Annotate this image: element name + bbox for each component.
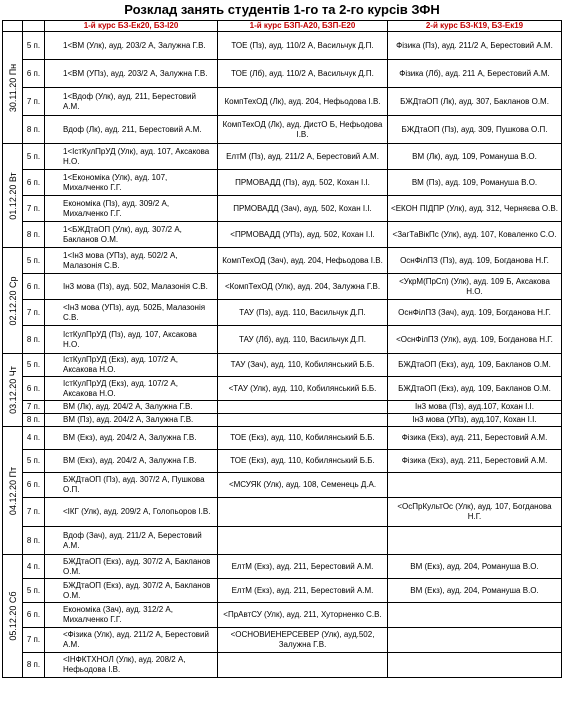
table-row — [3, 222, 562, 248]
period-cell: 7 п. — [23, 300, 45, 326]
period-cell: 8 п. — [23, 414, 45, 427]
lesson-cell: Фізика (Лб), ауд. 211 А, Берестовий А.М. — [388, 60, 562, 88]
period-cell: 6 п. — [23, 60, 45, 88]
lesson-cell — [388, 628, 562, 653]
corner-cell — [3, 21, 23, 32]
period-cell: 5 п. — [23, 248, 45, 274]
lesson-cell: ВМ (Екз), ауд. 204/2 А, Залужна Г.В. — [45, 427, 218, 450]
table-row — [3, 144, 562, 170]
table-row — [3, 450, 562, 473]
column-header: 1-й курс БЗП-А20, БЗП-Е20 — [218, 21, 388, 32]
lesson-cell: <ОсПрКультОс (Улк), ауд. 107, Богданова Н.Г. — [388, 498, 562, 527]
lesson-cell: ПРМОВАДД (Зач), ауд. 502, Кохан І.І. — [218, 196, 388, 222]
lesson-cell: 1<Вдоф (Улк), ауд. 211, Берестовий А.М. — [45, 88, 218, 116]
table-row — [3, 527, 562, 555]
table-row — [3, 274, 562, 300]
lesson-cell: Вдоф (Лк), ауд. 211, Берестовий А.М. — [45, 116, 218, 144]
lesson-cell: ПРМОВАДД (Пз), ауд. 502, Кохан І.І. — [218, 170, 388, 196]
lesson-cell: ОснФілПЗ (Пз), ауд. 109, Богданова Н.Г. — [388, 248, 562, 274]
schedule-table — [2, 20, 562, 678]
lesson-cell: Вдоф (Зач), ауд. 211/2 А, Берестовий А.М. — [45, 527, 218, 555]
lesson-cell: 1<Економіка (Улк), ауд. 107, Михалченко Г.Г. — [45, 170, 218, 196]
lesson-cell: ТОЕ (Пз), ауд. 110/2 А, Васильчук Д.П. — [218, 32, 388, 60]
lesson-cell: <Фізика (Улк), ауд. 211/2 А, Берестовий А.М. — [45, 628, 218, 653]
column-header: 2-й курс БЗ-К19, БЗ-Ек19 — [388, 21, 562, 32]
lesson-cell: <ТАУ (Улк), ауд. 110, Кобилянський Б.Б. — [218, 377, 388, 401]
table-row — [3, 628, 562, 653]
lesson-cell: <ЗагТаВікПс (Улк), ауд. 107, Коваленко С.О. — [388, 222, 562, 248]
lesson-cell: 1<ІстКулПрУД (Улк), ауд. 107, Аксакова Н.О. — [45, 144, 218, 170]
table-row — [3, 248, 562, 274]
lesson-cell: 1<ВМ (УПз), ауд. 203/2 А, Залужна Г.В. — [45, 60, 218, 88]
lesson-cell: <ПрАвтСУ (Улк), ауд. 211, Хуторненко С.В. — [218, 603, 388, 628]
lesson-cell: БЖДтаОП (Екз), ауд. 307/2 А, Бакланов О.М. — [45, 579, 218, 603]
column-header: 1-й курс БЗ-Ек20, БЗ-І20 — [45, 21, 218, 32]
lesson-cell — [388, 473, 562, 498]
day-cell — [3, 354, 23, 427]
period-cell: 7 п. — [23, 196, 45, 222]
table-row — [3, 603, 562, 628]
lesson-cell: Ін3 мова (Пз), ауд.107, Кохан І.І. — [388, 401, 562, 414]
lesson-cell: Фізика (Екз), ауд. 211, Берестовий А.М. — [388, 450, 562, 473]
lesson-cell: БЖДтаОП (Екз), ауд. 109, Бакланов О.М. — [388, 354, 562, 377]
schedule-body — [3, 32, 562, 678]
table-row — [3, 473, 562, 498]
period-cell: 5 п. — [23, 32, 45, 60]
lesson-cell: <МСУЯК (Улк), ауд. 108, Семенець Д.А. — [218, 473, 388, 498]
day-label: 03.12.20 Чт — [7, 366, 18, 414]
lesson-cell: ІстКулПрУД (Екз), ауд. 107/2 А, Аксакова Н.О. — [45, 354, 218, 377]
lesson-cell: КомпТехОД (Зач), ауд. 204, Нефьодова І.В. — [218, 248, 388, 274]
lesson-cell — [218, 401, 388, 414]
period-cell: 5 п. — [23, 354, 45, 377]
lesson-cell: ТАУ (Лб), ауд. 110, Васильчук Д.П. — [218, 326, 388, 354]
lesson-cell: Ін3 мова (Пз), ауд. 502, Малазонія С.В. — [45, 274, 218, 300]
lesson-cell: БЖДтаОП (Пз), ауд. 309, Пушкова О.П. — [388, 116, 562, 144]
table-row — [3, 88, 562, 116]
period-cell: 6 п. — [23, 274, 45, 300]
page-title: Розклад занять студентів 1-го та 2-го курсів ЗФН — [124, 2, 440, 17]
lesson-cell — [388, 603, 562, 628]
day-cell — [3, 32, 23, 144]
lesson-cell — [218, 414, 388, 427]
period-cell: 8 п. — [23, 326, 45, 354]
table-row — [3, 116, 562, 144]
lesson-cell: 1<Ін3 мова (УПз), ауд. 502/2 А, Малазонія С.В. — [45, 248, 218, 274]
lesson-cell: ВМ (Екз), ауд. 204, Романуша В.О. — [388, 579, 562, 603]
lesson-cell: ВМ (Пз), ауд. 204/2 А, Залужна Г.В. — [45, 414, 218, 427]
table-row — [3, 555, 562, 579]
lesson-cell: БЖДтаОП (Екз), ауд. 307/2 А, Бакланов О.М. — [45, 555, 218, 579]
table-row — [3, 579, 562, 603]
table-row — [3, 170, 562, 196]
lesson-cell — [388, 653, 562, 678]
lesson-cell: ОснФілПЗ (Зач), ауд. 109, Богданова Н.Г. — [388, 300, 562, 326]
period-cell: 8 п. — [23, 222, 45, 248]
lesson-cell: <УкрМ(ПрСп) (Улк), ауд. 109 Б, Аксакова Н.О. — [388, 274, 562, 300]
table-row — [3, 60, 562, 88]
lesson-cell: ТОЕ (Лб), ауд. 110/2 А, Васильчук Д.П. — [218, 60, 388, 88]
table-row — [3, 401, 562, 414]
lesson-cell: <ОСНОВИЕНЕРСЕВЕР (Улк), ауд.502, Залужна Г.В. — [218, 628, 388, 653]
table-row — [3, 498, 562, 527]
table-row — [3, 326, 562, 354]
period-cell: 4 п. — [23, 555, 45, 579]
lesson-cell — [218, 653, 388, 678]
table-row — [3, 427, 562, 450]
lesson-cell: <Ін3 мова (УПз), ауд. 502Б, Малазонія С.В. — [45, 300, 218, 326]
table-row — [3, 653, 562, 678]
lesson-cell: Економіка (Пз), ауд. 309/2 А, Михалченко Г.Г. — [45, 196, 218, 222]
lesson-cell: <ПРМОВАДД (УПз), ауд. 502, Кохан І.І. — [218, 222, 388, 248]
table-row — [3, 377, 562, 401]
day-label: 30.11.20 Пн — [7, 63, 18, 112]
table-row — [3, 300, 562, 326]
lesson-cell: ВМ (Екз), ауд. 204, Романуша В.О. — [388, 555, 562, 579]
table-row — [3, 414, 562, 427]
lesson-cell: Фізика (Пз), ауд. 211/2 А, Берестовий А.М. — [388, 32, 562, 60]
period-cell: 6 п. — [23, 377, 45, 401]
period-cell: 8 п. — [23, 116, 45, 144]
lesson-cell — [388, 527, 562, 555]
day-cell — [3, 144, 23, 248]
lesson-cell: Ін3 мова (УПз), ауд.107, Кохан І.І. — [388, 414, 562, 427]
corner-cell — [23, 21, 45, 32]
lesson-cell — [218, 527, 388, 555]
period-cell: 6 п. — [23, 170, 45, 196]
day-label: 04.12.20 Пт — [7, 466, 18, 515]
lesson-cell: ТОЕ (Екз), ауд. 110, Кобилянський Б.Б. — [218, 450, 388, 473]
period-cell: 5 п. — [23, 144, 45, 170]
period-cell: 8 п. — [23, 653, 45, 678]
header-row — [3, 21, 562, 32]
lesson-cell: ЕлтМ (Екз), ауд. 211, Берестовий А.М. — [218, 555, 388, 579]
lesson-cell: ЕлтМ (Екз), ауд. 211, Берестовий А.М. — [218, 579, 388, 603]
lesson-cell: БЖДтаОП (Пз), ауд. 307/2 А, Пушкова О.П. — [45, 473, 218, 498]
lesson-cell: ВМ (Лк), ауд. 204/2 А, Залужна Г.В. — [45, 401, 218, 414]
period-cell: 7 п. — [23, 88, 45, 116]
period-cell: 7 п. — [23, 401, 45, 414]
day-cell — [3, 555, 23, 678]
period-cell: 7 п. — [23, 498, 45, 527]
lesson-cell: КомпТехОД (Лк), ауд. 204, Нефьодова І.В. — [218, 88, 388, 116]
day-cell — [3, 248, 23, 354]
period-cell: 4 п. — [23, 427, 45, 450]
table-row — [3, 354, 562, 377]
lesson-cell: <ОснФілПЗ (Улк), ауд. 109, Богданова Н.Г. — [388, 326, 562, 354]
lesson-cell: ВМ (Екз), ауд. 204/2 А, Залужна Г.В. — [45, 450, 218, 473]
table-row — [3, 32, 562, 60]
period-cell: 5 п. — [23, 450, 45, 473]
lesson-cell: <ЕКОН ПІДПР (Улк), ауд. 312, Черняєва О.В. — [388, 196, 562, 222]
lesson-cell: ТАУ (Пз), ауд. 110, Васильчук Д.П. — [218, 300, 388, 326]
lesson-cell: 1<ВМ (Улк), ауд. 203/2 А, Залужна Г.В. — [45, 32, 218, 60]
lesson-cell — [218, 498, 388, 527]
lesson-cell: <ІКГ (Улк), ауд. 209/2 А, Голопьоров І.В. — [45, 498, 218, 527]
lesson-cell: ЕлтМ (Пз), ауд. 211/2 А, Берестовий А.М. — [218, 144, 388, 170]
lesson-cell: Економіка (Зач), ауд. 312/2 А, Михалченко Г.Г. — [45, 603, 218, 628]
day-label: 05.12.20 Сб — [7, 591, 18, 641]
day-cell — [3, 427, 23, 555]
lesson-cell: ВМ (Лк), ауд. 109, Романуша В.О. — [388, 144, 562, 170]
lesson-cell: <КомпТехОД (Улк), ауд. 204, Залужна Г.В. — [218, 274, 388, 300]
lesson-cell: <ІНФКТХНОЛ (Улк), ауд. 208/2 А, Нефьодова І.В. — [45, 653, 218, 678]
lesson-cell: БЖДтаОП (Екз), ауд. 109, Бакланов О.М. — [388, 377, 562, 401]
lesson-cell: КомпТехОД (Лк), ауд. ДистО Б, Нефьодова І.В. — [218, 116, 388, 144]
day-label: 01.12.20 Вт — [7, 171, 18, 220]
period-cell: 7 п. — [23, 628, 45, 653]
period-cell: 5 п. — [23, 579, 45, 603]
table-row — [3, 196, 562, 222]
lesson-cell: БЖДтаОП (Лк), ауд. 307, Бакланов О.М. — [388, 88, 562, 116]
lesson-cell: ІстКулПрУД (Екз), ауд. 107/2 А, Аксакова Н.О. — [45, 377, 218, 401]
period-cell: 6 п. — [23, 603, 45, 628]
lesson-cell: 1<БЖДтаОП (Улк), ауд. 307/2 А, Бакланов О.М. — [45, 222, 218, 248]
period-cell: 8 п. — [23, 527, 45, 555]
period-cell: 6 п. — [23, 473, 45, 498]
day-label: 02.12.20 Ср — [7, 275, 18, 326]
lesson-cell: ТАУ (Зач), ауд. 110, Кобилянський Б.Б. — [218, 354, 388, 377]
lesson-cell: ІстКулПрУД (Пз), ауд. 107, Аксакова Н.О. — [45, 326, 218, 354]
lesson-cell: Фізика (Екз), ауд. 211, Берестовий А.М. — [388, 427, 562, 450]
lesson-cell: ВМ (Пз), ауд. 109, Романуша В.О. — [388, 170, 562, 196]
lesson-cell: ТОЕ (Екз), ауд. 110, Кобилянський Б.Б. — [218, 427, 388, 450]
